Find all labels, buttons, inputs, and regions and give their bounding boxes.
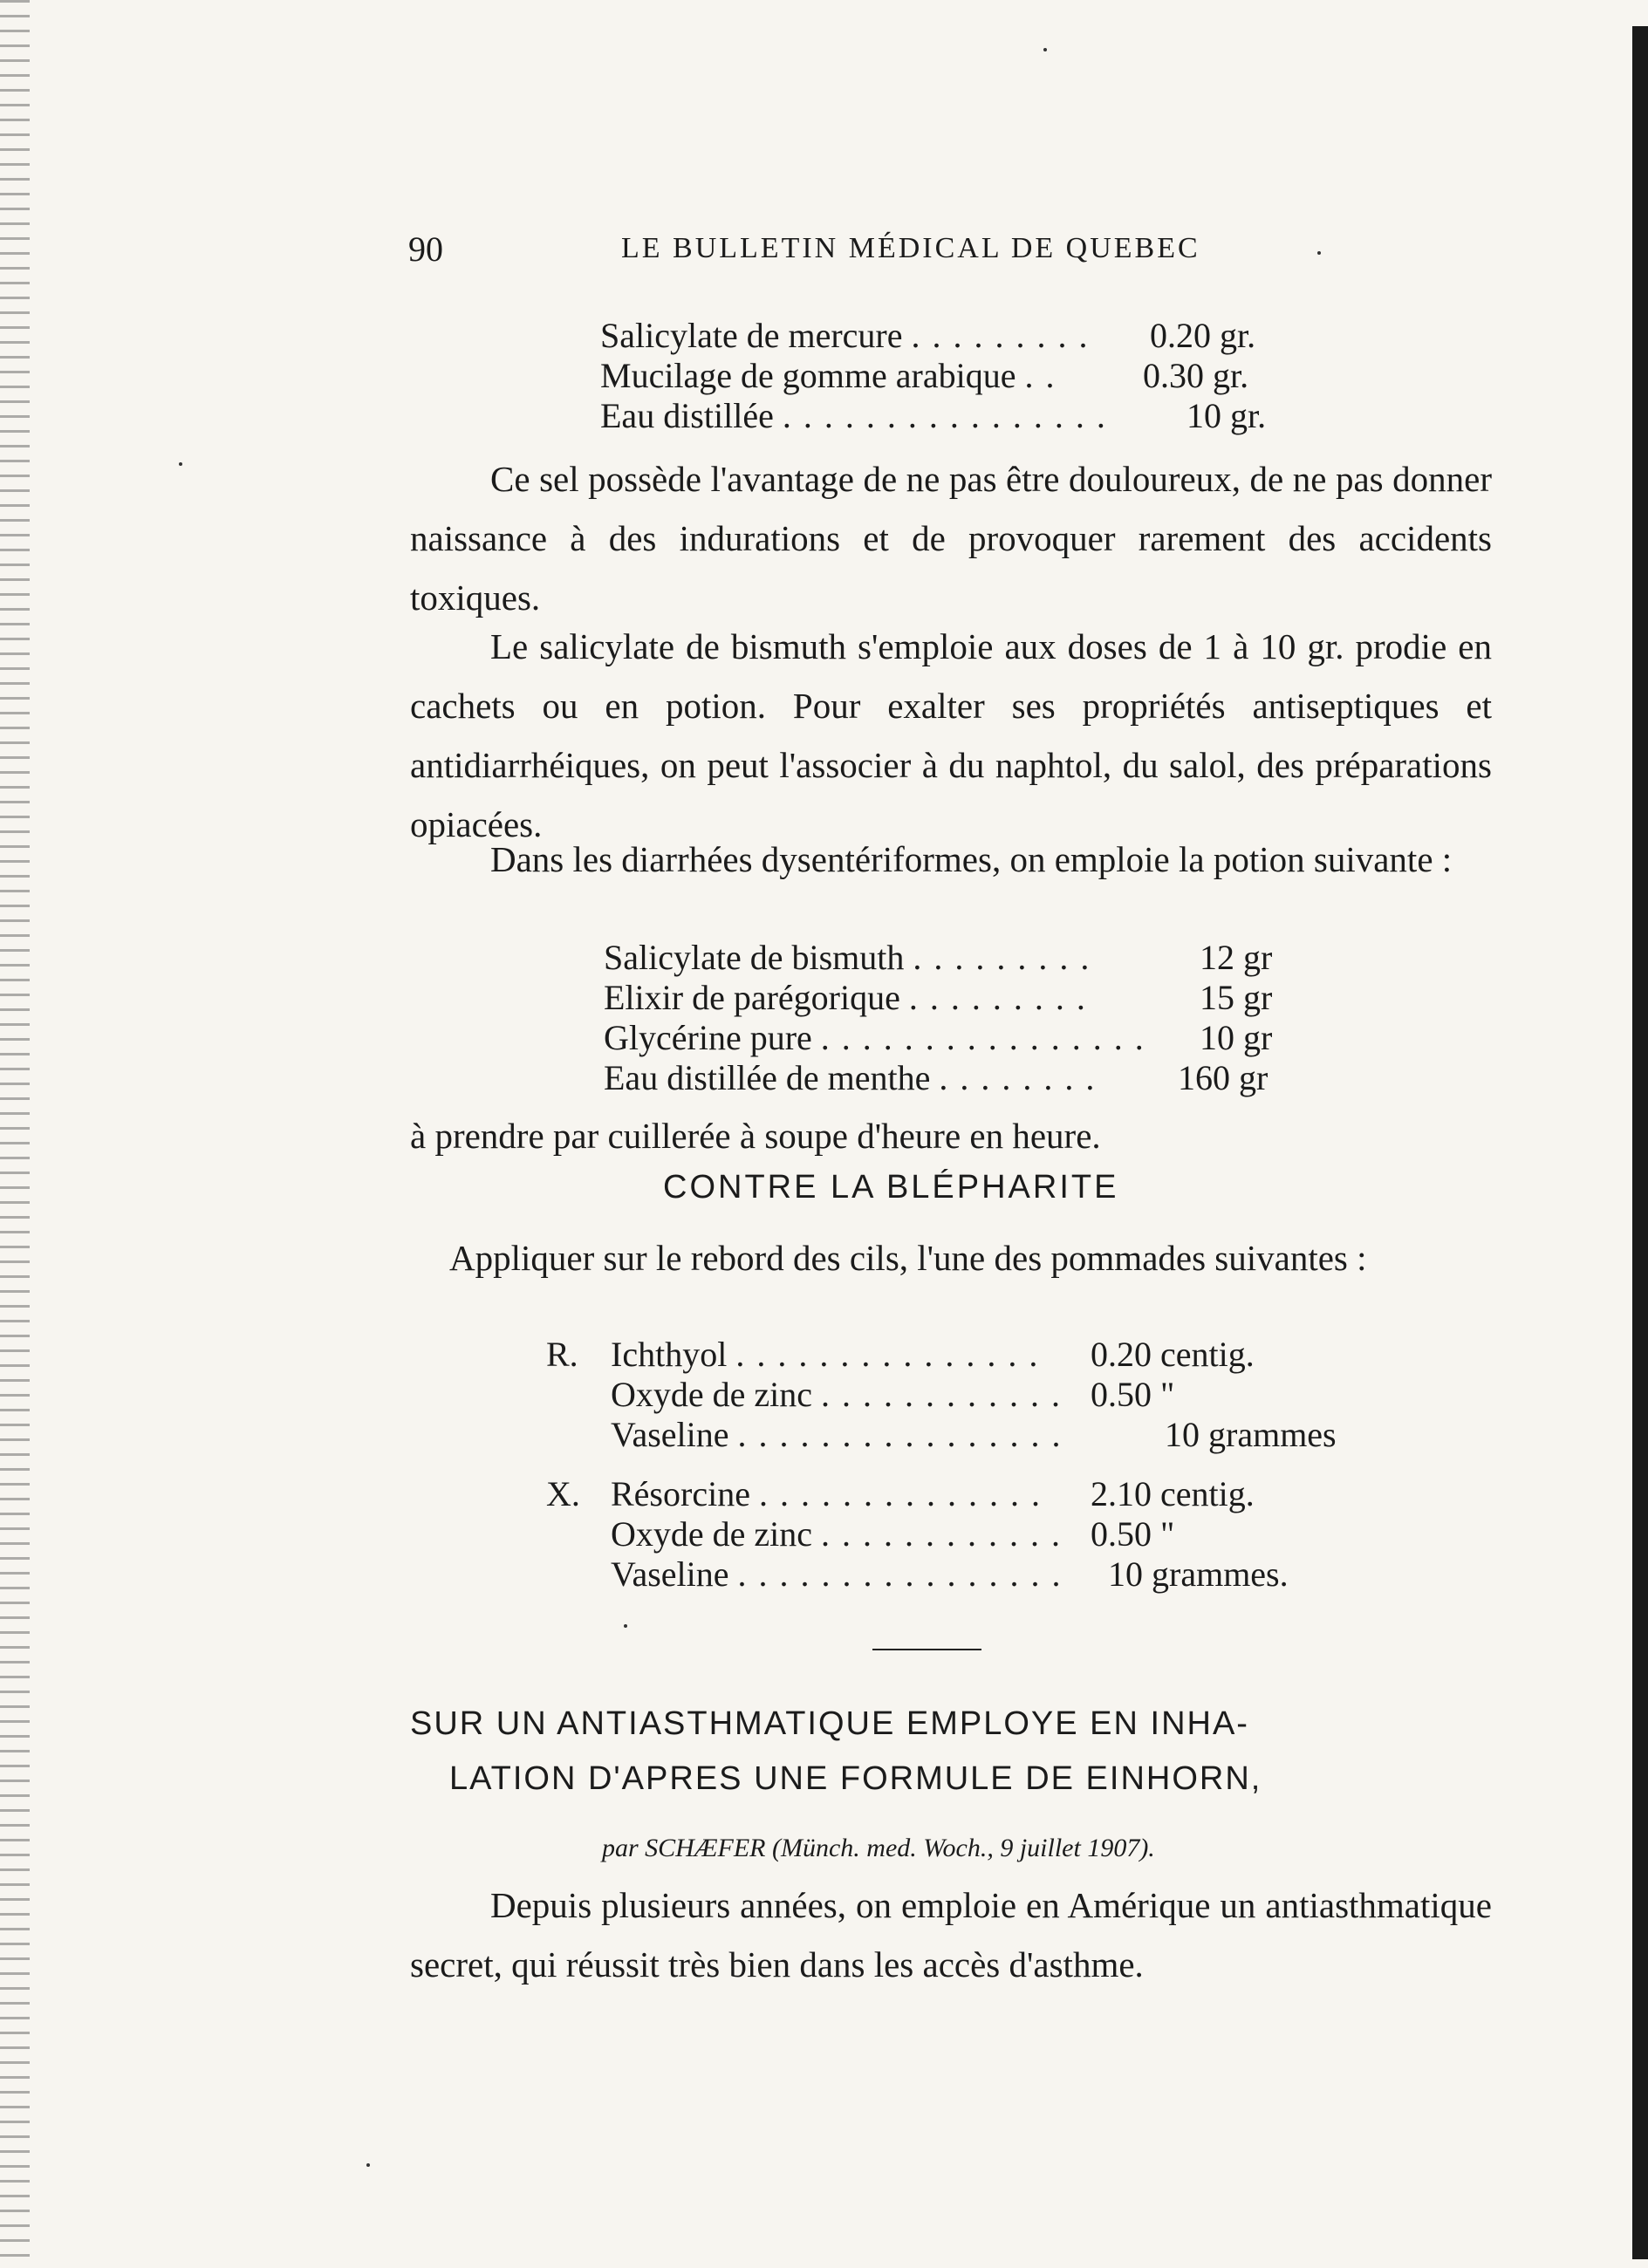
section-title: CONTRE LA BLÉPHARITE — [663, 1169, 1119, 1206]
ingredient-name: Résorcine — [611, 1474, 750, 1513]
dot-leader: . . . . . . . . . . . . . . — [758, 1474, 1042, 1513]
paragraph: Depuis plusieurs années, on emploie en Amérique un antiasthmatique secret, qui réussit très bien dans les accès d'asthme. — [410, 1885, 1492, 1984]
recipe-row — [600, 396, 1107, 436]
dot-leader: . . . . . . . . . — [911, 316, 1090, 355]
dot-leader: . . . . . . . . . . . . . . . . — [737, 1554, 1063, 1594]
article-title-line1: SUR UN ANTIASTHMATIQUE EMPLOYE EN INHA- — [410, 1705, 1249, 1742]
recipe-row — [611, 1335, 1039, 1375]
ingredient-name: Vaseline — [611, 1415, 729, 1454]
paragraph: Dans les diarrhées dysentériformes, on emploie la potion suivante : — [490, 839, 1453, 879]
ingredient-name: Oxyde de zinc — [611, 1375, 813, 1414]
ingredient-name: Ichthyol — [611, 1335, 728, 1374]
dot-leader: . . . . . . . . . . . . . . . . — [782, 396, 1107, 435]
ingredient-qty: 160 gr — [1178, 1058, 1268, 1097]
dot-leader: . . . . . . . . . — [913, 938, 1091, 977]
ingredient-name: Mucilage de gomme arabique — [600, 356, 1016, 395]
ink-speck — [179, 462, 182, 466]
dot-leader: . . . . . . . . . . . . . . . . — [820, 1018, 1145, 1057]
recipe-row — [611, 1474, 1042, 1514]
recipe-marker: R. — [546, 1335, 578, 1374]
ingredient-qty: 15 gr — [1200, 978, 1273, 1017]
ingredient-name: Elixir de parégorique — [604, 978, 900, 1017]
article-title-line2: LATION D'APRES UNE FORMULE DE EINHORN, — [449, 1760, 1262, 1797]
ingredient-qty: 10 gr — [1200, 1018, 1273, 1057]
ink-speck — [624, 1624, 627, 1628]
ingredient-qty: 10 gr. — [1186, 396, 1267, 435]
running-title: LE BULLETIN MÉDICAL DE QUEBEC — [621, 232, 1200, 264]
recipe-marker: X. — [546, 1474, 580, 1513]
ingredient-name: Oxyde de zinc — [611, 1514, 813, 1554]
recipe-row — [600, 356, 1056, 396]
ingredient-qty: 0.20 gr. — [1150, 316, 1256, 355]
ingredient-qty: 0.50 " — [1091, 1514, 1175, 1554]
dot-leader: . . . . . . . . . — [908, 978, 1087, 1017]
ink-speck — [1317, 251, 1321, 255]
dot-leader: . . . . . . . . . . . . . . . . — [737, 1415, 1063, 1454]
paragraph: Ce sel possède l'avantage de ne pas être douloureux, de ne pas donner naissance à des indurations et de provoquer rarement des accidents toxiques. — [410, 459, 1492, 618]
recipe-row — [611, 1415, 1063, 1455]
recipe-row — [604, 938, 1091, 978]
paragraph: Le salicylate de bismuth s'emploie aux doses de 1 à 10 gr. prodie en cachets ou en potion. Pour exalter ses propriétés antiseptiques et antidiarrhéiques, on peut l'associer à du naphtol, du salol, des préparations opiacées. — [410, 626, 1492, 844]
dot-leader: . . — [1024, 356, 1056, 395]
ink-speck — [1043, 48, 1047, 51]
ingredient-qty: 0.20 centig. — [1091, 1335, 1255, 1374]
ingredient-name: Eau distillée de menthe — [604, 1058, 931, 1097]
page-edge-shadow — [1632, 26, 1648, 2259]
ingredient-qty: 10 grammes. — [1108, 1554, 1289, 1594]
recipe-row — [611, 1375, 1062, 1415]
ingredient-name: Salicylate de mercure — [600, 316, 903, 355]
recipe-row — [604, 1018, 1145, 1058]
ingredient-qty: 0.30 gr. — [1143, 356, 1249, 395]
recipe-row — [604, 1058, 1096, 1098]
dot-leader: . . . . . . . . . . . . — [821, 1514, 1063, 1554]
recipe-row — [611, 1554, 1063, 1595]
dot-leader: . . . . . . . . . . . . — [821, 1375, 1063, 1414]
binding-shadow — [0, 0, 30, 2268]
ingredient-name: Vaseline — [611, 1554, 729, 1594]
ingredient-name: Salicylate de bismuth — [604, 938, 905, 977]
ingredient-qty: 2.10 centig. — [1091, 1474, 1255, 1513]
section-divider — [872, 1649, 981, 1650]
article-byline: par SCHÆFER (Münch. med. Woch., 9 juillet 1907). — [602, 1834, 1155, 1862]
page-number: 90 — [408, 229, 443, 269]
ingredient-qty: 0.50 " — [1091, 1375, 1175, 1414]
paragraph: à prendre par cuillerée à soupe d'heure en heure. — [410, 1116, 1101, 1156]
ingredient-name: Eau distillée — [600, 396, 774, 435]
recipe-row — [611, 1514, 1062, 1554]
dot-leader: . . . . . . . . — [939, 1058, 1097, 1097]
ingredient-qty: 12 gr — [1200, 938, 1273, 977]
recipe-row — [600, 316, 1089, 356]
dot-leader: . . . . . . . . . . . . . . . — [735, 1335, 1040, 1374]
recipe-row — [604, 978, 1087, 1018]
ingredient-qty: 10 grammes — [1165, 1415, 1337, 1454]
paragraph: Appliquer sur le rebord des cils, l'une des pommades suivantes : — [449, 1238, 1367, 1278]
ink-speck — [366, 2163, 370, 2167]
ingredient-name: Glycérine pure — [604, 1018, 812, 1057]
